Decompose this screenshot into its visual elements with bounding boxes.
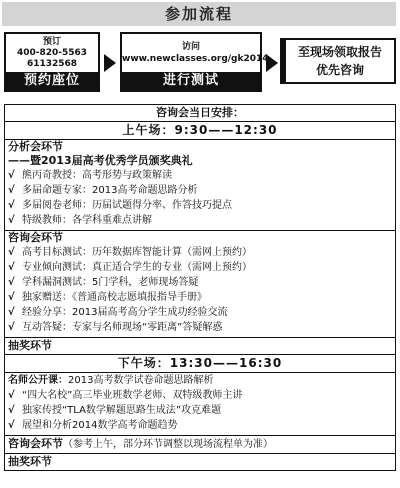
step-reserve-phone-2: 61132568 bbox=[26, 59, 78, 69]
list-item: √ 多届阅卷老师：历届试题得分率、作答技巧提点 bbox=[8, 200, 232, 211]
check-icon: √ bbox=[8, 247, 15, 258]
page-title: 参加流程 bbox=[2, 2, 396, 26]
check-icon: √ bbox=[8, 307, 15, 318]
lecture-label: 名师公开课： bbox=[8, 375, 68, 386]
arrow-right-icon bbox=[104, 54, 116, 72]
schedule-table bbox=[4, 104, 396, 471]
check-icon: √ bbox=[8, 390, 15, 401]
check-icon: √ bbox=[8, 262, 15, 273]
check-icon: √ bbox=[8, 420, 15, 431]
list-item: √ 独家赠送：《普通高校志愿填报指导手册》 bbox=[8, 292, 207, 303]
check-icon: √ bbox=[8, 405, 15, 416]
step-report-line-2: 优先咨询 bbox=[315, 63, 364, 77]
list-item: √ 多届命题专家：2013高考命题思路分析 bbox=[8, 185, 198, 196]
afternoon-consult-note: （参考上午，部分环节调整以现场流程单为准） bbox=[63, 439, 273, 450]
list-item: √ 熊丙奇教授：高考形势与政策解读 bbox=[8, 170, 172, 181]
afternoon-consult-label: 咨询会环节 bbox=[8, 437, 63, 450]
step-reserve-line: 预订 bbox=[42, 37, 61, 47]
list-item: √ 经验分享：2013届高考高分学生成功经验交流 bbox=[8, 307, 228, 318]
step-test-url[interactable]: www.newclasses.org/gk2014 bbox=[122, 54, 269, 64]
step-report bbox=[280, 38, 396, 84]
step-test-line: 访问 bbox=[181, 42, 200, 52]
list-item: √ 学科漏洞测试：5门学科，老师现场答疑 bbox=[8, 277, 199, 288]
check-icon: √ bbox=[8, 322, 15, 333]
arrow-right-icon bbox=[266, 54, 278, 72]
analysis-title: 分析会环节 bbox=[8, 140, 63, 153]
check-icon: √ bbox=[8, 170, 15, 181]
lecture-section bbox=[5, 373, 395, 436]
step-test-label: 进行测试 bbox=[122, 72, 260, 90]
check-icon: √ bbox=[8, 200, 15, 211]
list-item: √ 展望和分析2014数学高考命题趋势 bbox=[8, 420, 178, 431]
afternoon-consult bbox=[5, 436, 395, 454]
check-icon: √ bbox=[8, 215, 15, 226]
step-reserve-label: 预约座位 bbox=[6, 72, 98, 90]
consult-section bbox=[5, 231, 395, 338]
list-item: √ “四大名校”高三毕业班数学老师、双特级教师主讲 bbox=[8, 390, 243, 401]
schedule-header: 咨询会当日安排： bbox=[5, 105, 395, 122]
check-icon: √ bbox=[8, 277, 15, 288]
analysis-section bbox=[5, 140, 395, 231]
list-item: √ 特级教师：各学科重难点讲解 bbox=[8, 215, 152, 226]
list-item: √ 专业倾向测试：真正适合学生的专业（需网上预约） bbox=[8, 262, 252, 273]
step-reserve bbox=[4, 32, 100, 92]
check-icon: √ bbox=[8, 292, 15, 303]
afternoon-lottery: 抽奖环节 bbox=[8, 455, 52, 468]
process-flow bbox=[0, 28, 400, 98]
morning-lottery: 抽奖环节 bbox=[5, 338, 395, 355]
step-report-line-1: 至现场领取报告 bbox=[297, 45, 382, 59]
list-item: √ 互动答疑：专家与名师现场“零距离”答疑解惑 bbox=[8, 322, 223, 333]
check-icon: √ bbox=[8, 185, 15, 196]
afternoon-session-title: 下午场：13:30——16:30 bbox=[5, 355, 395, 373]
lecture-text: 2013高考数学试卷命题思路解析 bbox=[68, 375, 214, 386]
lecture-line bbox=[8, 373, 392, 388]
analysis-subtitle: ——暨2013届高考优秀学员颁奖典礼 bbox=[8, 154, 193, 167]
list-item: √ 高考目标测试：历年数据库智能计算（需网上预约） bbox=[8, 247, 252, 258]
step-test bbox=[120, 32, 269, 92]
step-reserve-phone: 400-820-5563 bbox=[16, 48, 88, 58]
consult-title: 咨询会环节 bbox=[8, 231, 63, 244]
list-item: √ 独家传授“TLA数学解题思路生成法”攻克难题 bbox=[8, 405, 222, 416]
morning-session-title: 上午场：9:30——12:30 bbox=[5, 122, 395, 140]
